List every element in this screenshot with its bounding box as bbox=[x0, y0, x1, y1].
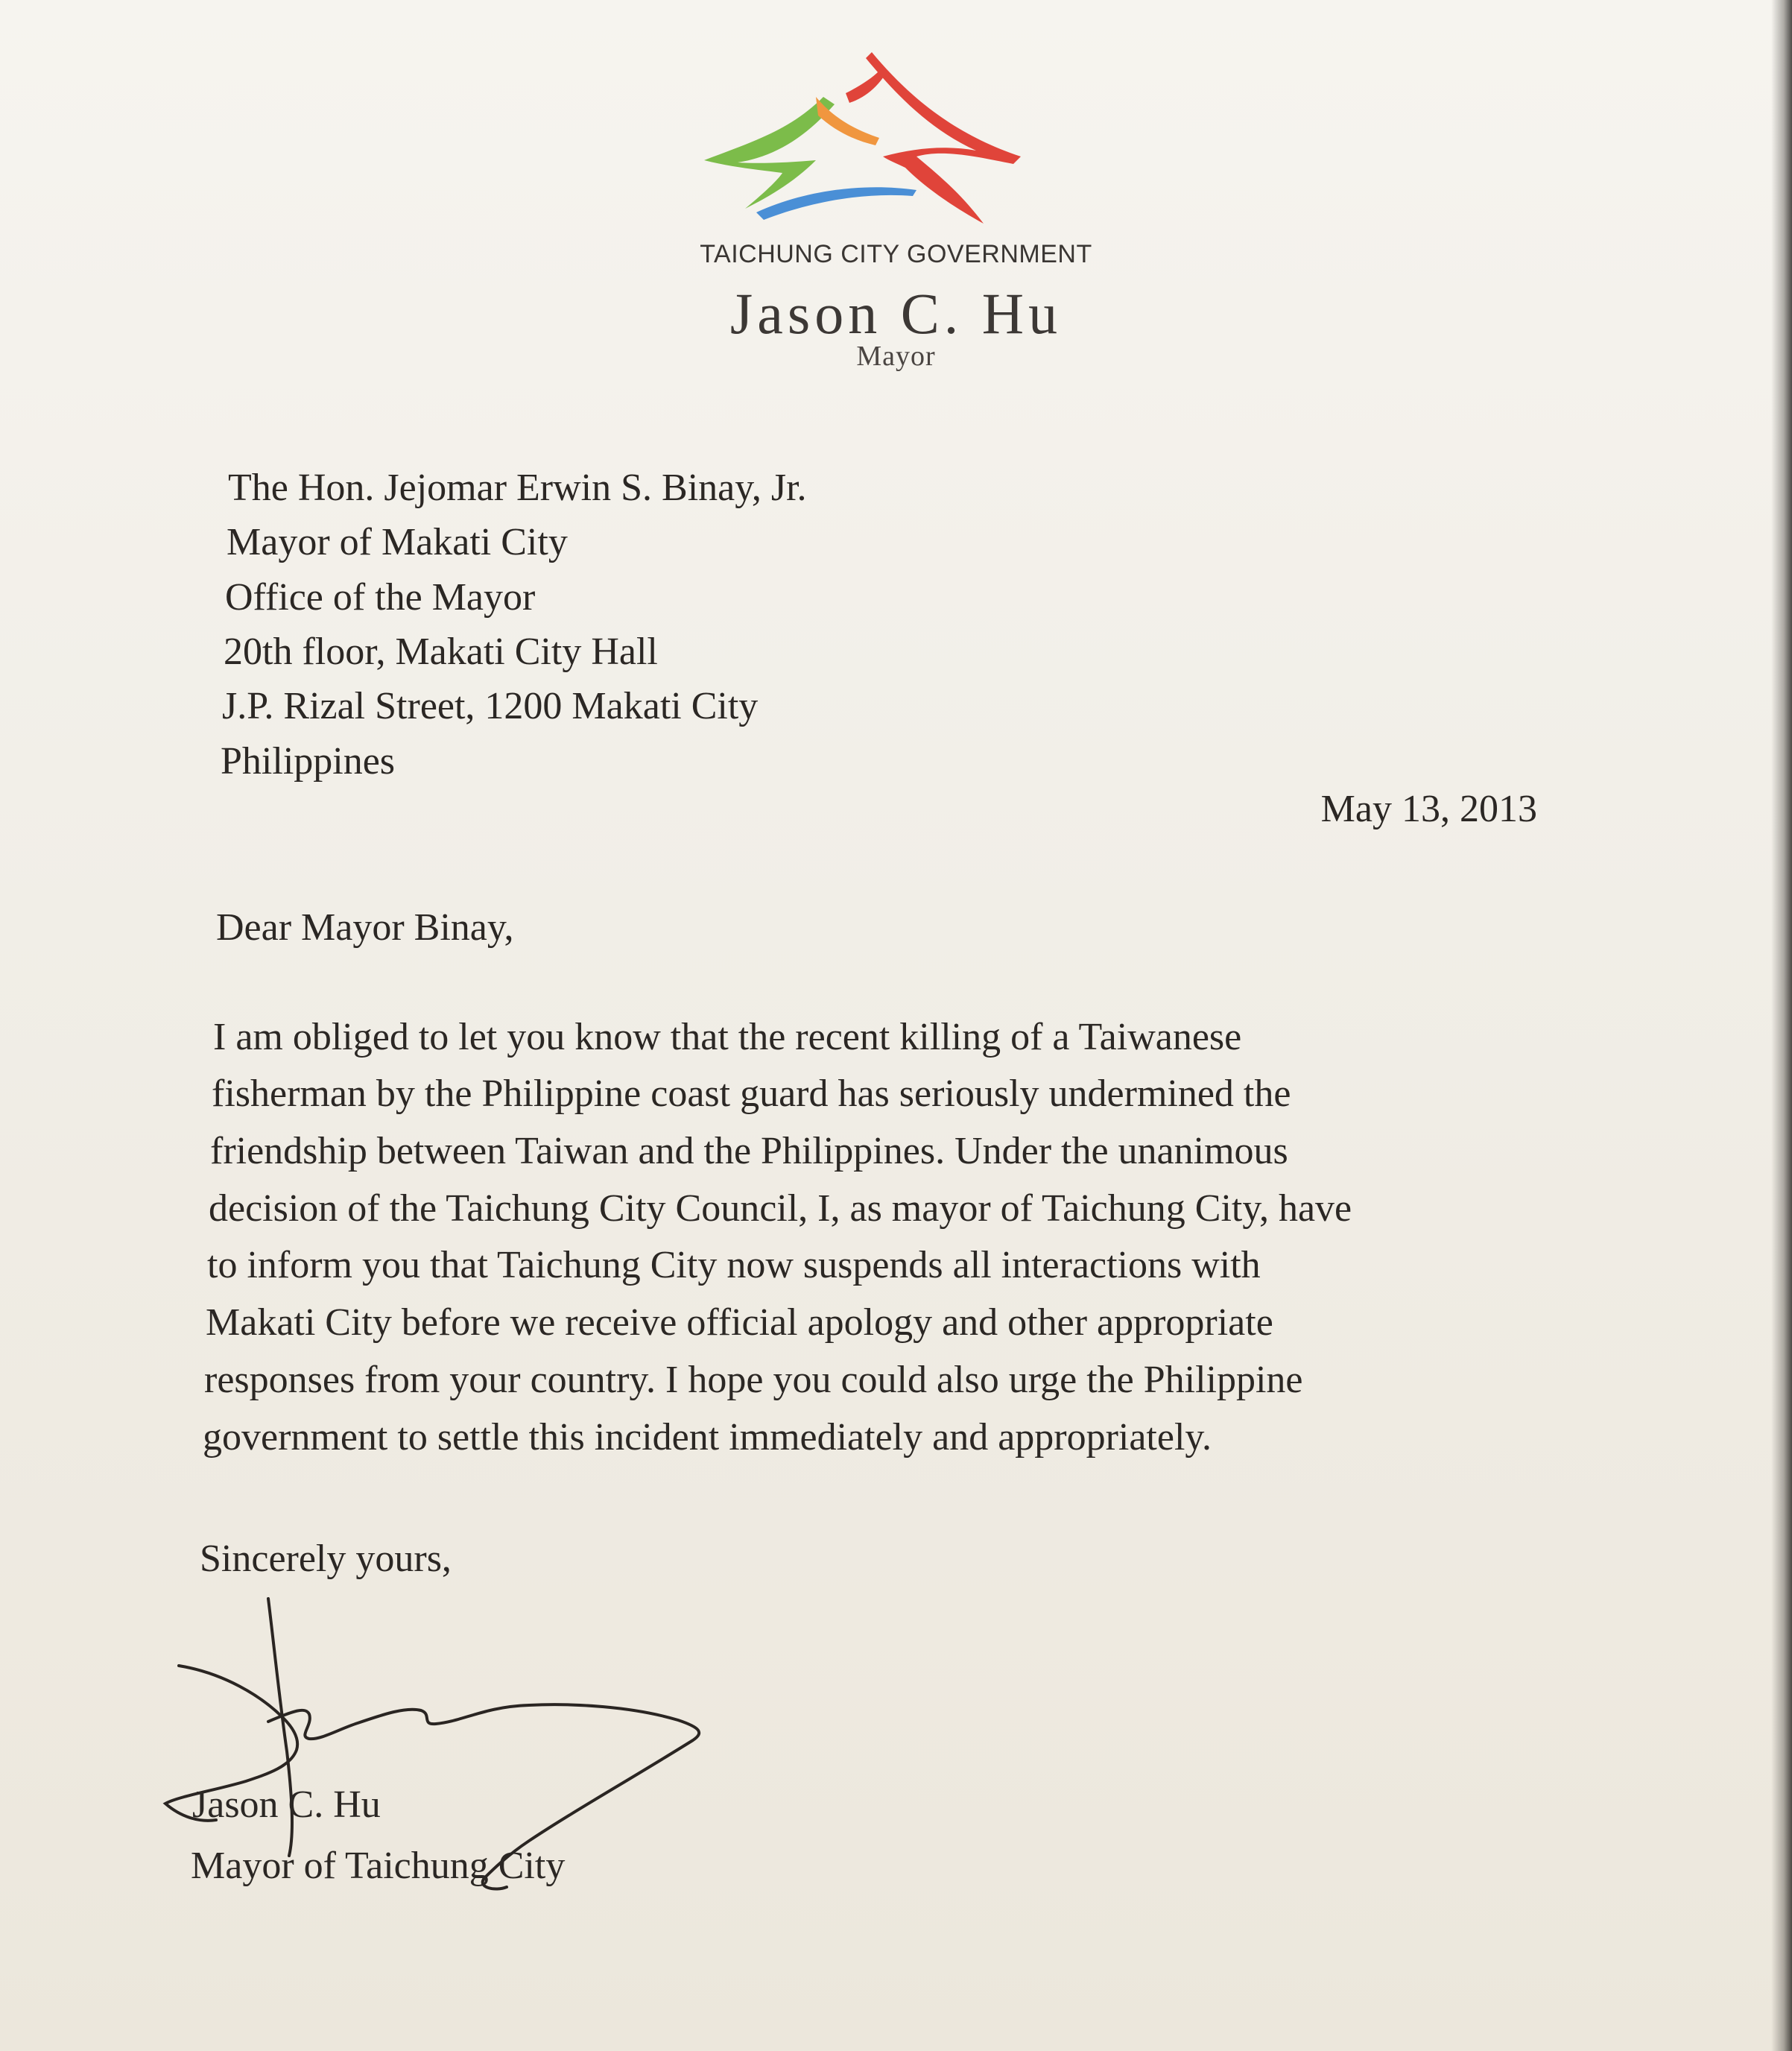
letterhead-organization: TAICHUNG CITY GOVERNMENT bbox=[700, 240, 1092, 268]
body-line: responses from your country. I hope you could also urge the Philippine bbox=[204, 1359, 1303, 1401]
recipient-line: Philippines bbox=[221, 740, 396, 783]
letterhead-name: Jason C. Hu bbox=[729, 281, 1063, 346]
signer-title: Mayor of Taichung City bbox=[191, 1845, 566, 1887]
body-line: government to settle this incident immediately and appropriately. bbox=[203, 1416, 1212, 1459]
body-line: I am obliged to let you know that the recent killing of a Taiwanese bbox=[213, 1016, 1242, 1058]
body-line: friendship between Taiwan and the Philippines. Under the unanimous bbox=[210, 1130, 1288, 1172]
letter-date: May 13, 2013 bbox=[1320, 788, 1537, 830]
signer-name: Jason C. Hu bbox=[192, 1783, 381, 1826]
body-line: fisherman by the Philippine coast guard has seriously undermined the bbox=[212, 1072, 1291, 1115]
recipient-line: Mayor of Makati City bbox=[227, 521, 568, 563]
recipient-line: Office of the Mayor bbox=[225, 576, 536, 619]
recipient-line: J.P. Rizal Street, 1200 Makati City bbox=[222, 685, 759, 727]
letterhead-title: Mayor bbox=[856, 341, 936, 372]
body-line: decision of the Taichung City Council, I, as mayor of Taichung City, have bbox=[209, 1187, 1352, 1230]
taichung-city-logo-icon bbox=[693, 45, 1028, 231]
body-line: Makati City before we receive official apology and other appropriate bbox=[206, 1301, 1273, 1344]
page-edge-shadow bbox=[1771, 0, 1792, 2051]
recipient-line: The Hon. Jejomar Erwin S. Binay, Jr. bbox=[228, 467, 807, 509]
salutation: Dear Mayor Binay, bbox=[216, 906, 514, 949]
closing: Sincerely yours, bbox=[200, 1538, 452, 1580]
body-line: to inform you that Taichung City now suspends all interactions with bbox=[207, 1244, 1261, 1286]
recipient-line: 20th floor, Makati City Hall bbox=[224, 631, 658, 673]
